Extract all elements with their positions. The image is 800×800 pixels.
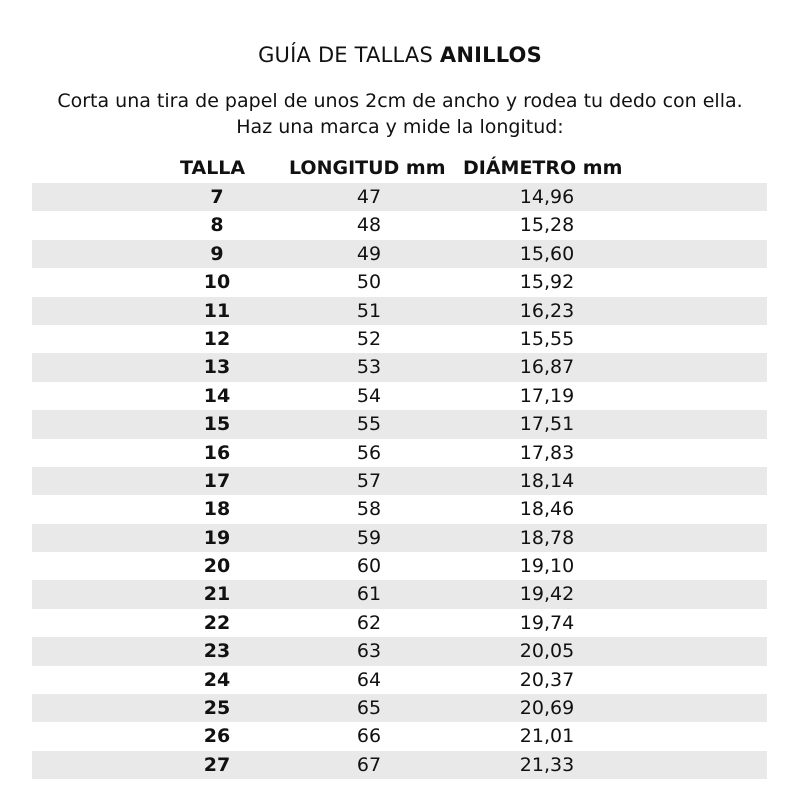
cell-diameter: 20,05 — [519, 640, 575, 663]
cell-diameter: 19,74 — [519, 611, 575, 634]
table-row — [32, 211, 767, 239]
cell-diameter: 21,33 — [519, 753, 575, 776]
cell-size: 10 — [203, 271, 231, 294]
cell-length: 50 — [356, 271, 382, 294]
cell-diameter: 17,19 — [519, 384, 575, 407]
table-row — [32, 268, 767, 296]
title-highlight: ANILLOS — [439, 43, 542, 67]
table-row — [32, 637, 767, 665]
cell-size: 13 — [203, 356, 231, 379]
size-table — [32, 183, 767, 779]
cell-size: 20 — [203, 555, 231, 578]
cell-length: 66 — [356, 725, 382, 748]
cell-size: 24 — [203, 668, 231, 691]
cell-diameter: 18,78 — [519, 526, 575, 549]
table-row — [32, 183, 767, 211]
table-row — [32, 495, 767, 523]
table-row — [32, 609, 767, 637]
cell-size: 19 — [203, 526, 231, 549]
cell-diameter: 15,55 — [519, 327, 575, 350]
cell-size: 15 — [203, 413, 231, 436]
cell-diameter: 19,10 — [519, 555, 575, 578]
cell-size: 23 — [203, 640, 231, 663]
cell-diameter: 17,51 — [519, 413, 575, 436]
cell-size: 17 — [203, 469, 231, 492]
cell-size: 27 — [203, 753, 231, 776]
cell-length: 48 — [356, 214, 382, 237]
table-row — [32, 751, 767, 779]
cell-diameter: 21,01 — [519, 725, 575, 748]
cell-diameter: 16,87 — [519, 356, 575, 379]
table-row — [32, 666, 767, 694]
cell-length: 64 — [356, 668, 382, 691]
cell-diameter: 18,14 — [519, 469, 575, 492]
cell-diameter: 19,42 — [519, 583, 575, 606]
cell-length: 59 — [356, 526, 382, 549]
cell-diameter: 20,69 — [519, 697, 575, 720]
cell-length: 60 — [356, 555, 382, 578]
cell-size: 12 — [203, 327, 231, 350]
cell-length: 65 — [356, 697, 382, 720]
cell-diameter: 14,96 — [519, 186, 575, 208]
cell-size: 22 — [203, 611, 231, 634]
header-diameter: DIÁMETRO mm — [463, 157, 623, 179]
cell-diameter: 20,37 — [519, 668, 575, 691]
instructions-line-2: Haz una marca y mide la longitud: — [236, 116, 564, 138]
cell-diameter: 18,46 — [519, 498, 575, 521]
instructions — [0, 88, 800, 140]
table-row — [32, 325, 767, 353]
cell-length: 53 — [356, 356, 382, 379]
cell-length: 67 — [356, 753, 382, 776]
cell-diameter: 16,23 — [519, 299, 575, 322]
cell-length: 47 — [356, 186, 382, 208]
cell-size: 25 — [203, 697, 231, 720]
table-row — [32, 552, 767, 580]
cell-length: 54 — [356, 384, 382, 407]
cell-diameter: 15,28 — [519, 214, 575, 237]
cell-size: 21 — [203, 583, 231, 606]
cell-length: 55 — [356, 413, 382, 436]
table-row — [32, 297, 767, 325]
table-row — [32, 722, 767, 750]
cell-size: 7 — [210, 186, 224, 208]
table-header — [0, 155, 800, 181]
instructions-line-1: Corta una tira de papel de unos 2cm de ancho y rodea tu dedo con ella. — [57, 90, 743, 112]
cell-length: 51 — [356, 299, 382, 322]
cell-length: 49 — [356, 242, 382, 265]
table-row — [32, 410, 767, 438]
cell-size: 18 — [203, 498, 231, 521]
cell-size: 9 — [210, 242, 224, 265]
table-row — [32, 353, 767, 381]
table-row — [32, 240, 767, 268]
table-row — [32, 694, 767, 722]
cell-size: 14 — [203, 384, 231, 407]
table-row — [32, 382, 767, 410]
cell-size: 11 — [203, 299, 231, 322]
cell-length: 61 — [356, 583, 382, 606]
cell-size: 8 — [210, 214, 224, 237]
cell-length: 57 — [356, 469, 382, 492]
table-row — [32, 439, 767, 467]
header-size: TALLA — [180, 157, 246, 179]
table-row — [32, 580, 767, 608]
cell-length: 63 — [356, 640, 382, 663]
cell-length: 62 — [356, 611, 382, 634]
cell-size: 26 — [203, 725, 231, 748]
cell-length: 58 — [356, 498, 382, 521]
page-title — [0, 42, 800, 68]
table-row — [32, 524, 767, 552]
cell-size: 16 — [203, 441, 231, 464]
cell-diameter: 15,92 — [519, 271, 575, 294]
title-prefix: GUÍA DE TALLAS — [258, 43, 433, 67]
cell-length: 52 — [356, 327, 382, 350]
cell-diameter: 15,60 — [519, 242, 575, 265]
table-row — [32, 467, 767, 495]
header-length: LONGITUD mm — [289, 157, 446, 179]
cell-length: 56 — [356, 441, 382, 464]
cell-diameter: 17,83 — [519, 441, 575, 464]
